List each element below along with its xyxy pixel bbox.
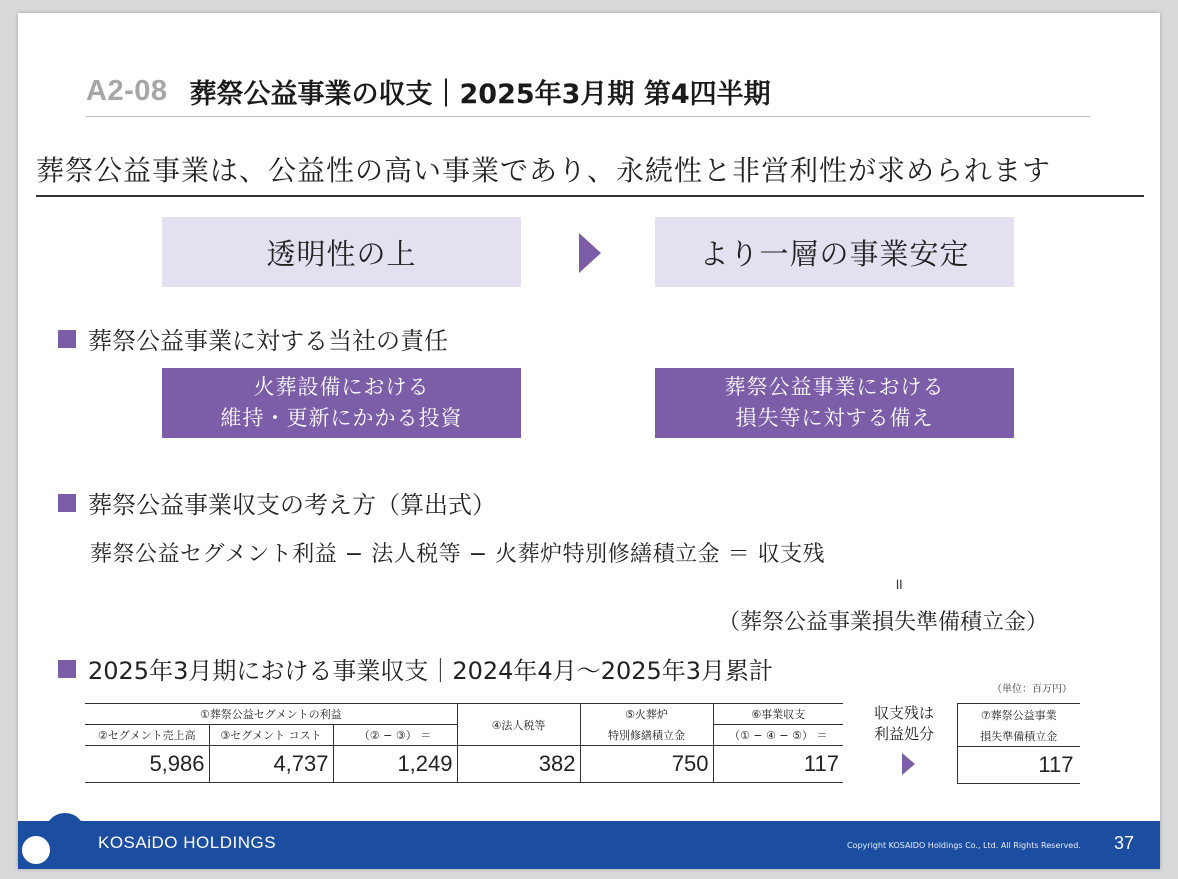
footer-copyright: Copyright KOSAIDO Holdings Co., Ltd. All Rights Reserved.: [847, 841, 1081, 850]
responsibility-box-loss-reserve: [655, 368, 1014, 438]
header-tax: ④法人税等: [457, 704, 580, 746]
responsibility-reserve-line2: 損失等に対する備え: [735, 406, 934, 430]
responsibility-investment-line1: 火葬設備における: [253, 375, 430, 399]
formula-expression: 葬祭公益セグメント利益 − 法人税等 − 火葬炉特別修繕積立金 ＝ 収支残: [90, 542, 826, 567]
header-reserve-line1: ⑦葬祭公益事業: [958, 704, 1080, 726]
transfer-arrow-icon: [902, 753, 915, 775]
cell-sales: 5,986: [85, 746, 209, 783]
cell-cost: 4,737: [209, 746, 333, 783]
section-results: [58, 651, 773, 686]
header-balance-line1: ⑥事業収支: [713, 704, 843, 725]
footer-brand: KOSAiDO HOLDINGS: [98, 833, 277, 852]
cell-reserve: 117: [958, 747, 1080, 784]
equals-mark: ॥: [894, 575, 903, 593]
section-results-label: 2025年3月期における事業収支｜2024年4月〜2025年3月累計: [88, 657, 774, 685]
transfer-label: [864, 703, 944, 745]
header-diff: （② − ③） ＝: [333, 725, 457, 746]
section-formula: [58, 485, 496, 520]
transfer-line2: 利益処分: [873, 725, 934, 743]
slide-title: 葬祭公益事業の収支｜2025年3月期 第4四半期: [189, 78, 771, 110]
title-divider: [86, 116, 1090, 117]
transfer-line1: 収支残は: [873, 704, 934, 722]
cell-diff: 1,249: [333, 746, 457, 783]
responsibility-investment-line2: 維持・更新にかかる投資: [220, 406, 463, 430]
header-repair-line2: 特別修繕積立金: [580, 725, 713, 746]
reserve-table: [957, 703, 1080, 784]
header-reserve-line2: 損失準備積立金: [958, 725, 1080, 747]
slide-code: A2-08: [86, 74, 168, 107]
formula-note: （葬祭公益事業損失準備積立金）: [718, 610, 1049, 635]
section-responsibility: [58, 321, 448, 356]
flow-arrow-icon: [579, 233, 601, 273]
header-balance-line2: （① − ④ − ⑤） ＝: [728, 729, 828, 742]
section-responsibility-label: 葬祭公益事業に対する当社の責任: [88, 327, 448, 355]
lead-sentence: 葬祭公益事業は、公益性の高い事業であり、永続性と非営利性が求められます: [36, 154, 1052, 187]
cell-tax: 382: [457, 746, 580, 783]
lead-underline: [36, 195, 1144, 197]
balance-table: [85, 703, 843, 783]
section-formula-label: 葬祭公益事業収支の考え方（算出式）: [88, 491, 496, 519]
flow-box-stability: より一層の事業安定: [655, 217, 1014, 287]
header-sales: ②セグメント売上高: [85, 725, 209, 746]
header-cost: ③セグメント コスト: [209, 725, 333, 746]
unit-label: （単位：百万円）: [992, 684, 1072, 695]
title-row: [86, 71, 771, 111]
square-bullet-icon: [58, 660, 76, 678]
cell-repair: 750: [580, 746, 713, 783]
responsibility-reserve-line1: 葬祭公益事業における: [724, 375, 945, 399]
square-bullet-icon: [58, 330, 76, 348]
page-number: 37: [1114, 833, 1135, 853]
square-bullet-icon: [58, 494, 76, 512]
responsibility-box-investment: [162, 368, 521, 438]
slide: [18, 13, 1160, 869]
kosaido-logo-icon: [18, 810, 88, 869]
header-repair-line1: ⑤火葬炉: [580, 704, 713, 725]
flow-box-transparency: 透明性の上: [162, 217, 521, 287]
header-segment-profit: ①葬祭公益セグメントの利益: [85, 704, 457, 725]
cell-balance: 117: [713, 746, 843, 783]
